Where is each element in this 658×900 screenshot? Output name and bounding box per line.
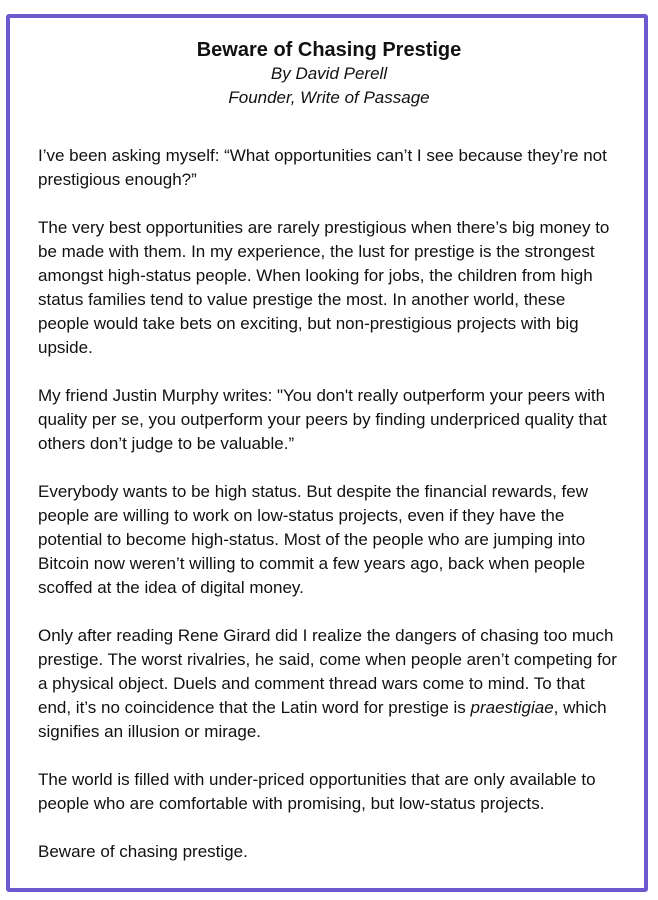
document-frame <box>6 14 648 892</box>
document-byline: By David Perell <box>270 64 388 83</box>
paragraph-2: The very best opportunities are rarely prestigious when there’s big money to be made with them. In my experience, the lust for prestige is the strongest amongst high-status people. When looking for jobs, the children from high status families tend to value prestige the most. In another world, these people would take bets on exciting, but non-prestigious projects with big upside. <box>38 218 610 357</box>
document-body <box>38 144 620 864</box>
paragraph-3: My friend Justin Murphy writes: "You don't really outperform your peers with quality per se, you outperform your peers by finding underpriced quality that others don’t judge to be valuable.” <box>38 386 607 453</box>
paragraph-4: Everybody wants to be high status. But despite the financial rewards, few people are willing to work on low-status projects, even if they have the potential to become high-status. Most of the people who are jumping into Bitcoin now weren’t willing to commit a few years ago, back when people scoffed at the idea of digital money. <box>38 482 588 597</box>
paragraph-6: The world is filled with under-priced opportunities that are only available to people who are comfortable with promising, but low-status projects. <box>38 770 596 813</box>
paragraph-7: Beware of chasing prestige. <box>38 842 248 861</box>
latin-word-emphasis: praestigiae <box>470 698 554 717</box>
paragraph-5-text-after: , which signifies an illusion or mirage. <box>38 698 607 741</box>
document-content <box>10 18 644 864</box>
document-title: Beware of Chasing Prestige <box>196 39 462 61</box>
paragraph-5-text-before: Only after reading Rene Girard did I realize the dangers of chasing too much prestige. The worst rivalries, he said, come when people aren’t competing for a physical object. Duels and comment thread wars come to mind. To that end, it’s no coincidence that the Latin word for prestige is <box>38 626 617 717</box>
paragraph-1: I’ve been asking myself: “What opportunities can’t I see because they’re not prestigious enough?” <box>38 146 607 189</box>
document-affiliation: Founder, Write of Passage <box>228 88 430 107</box>
paragraph-5 <box>38 624 620 744</box>
